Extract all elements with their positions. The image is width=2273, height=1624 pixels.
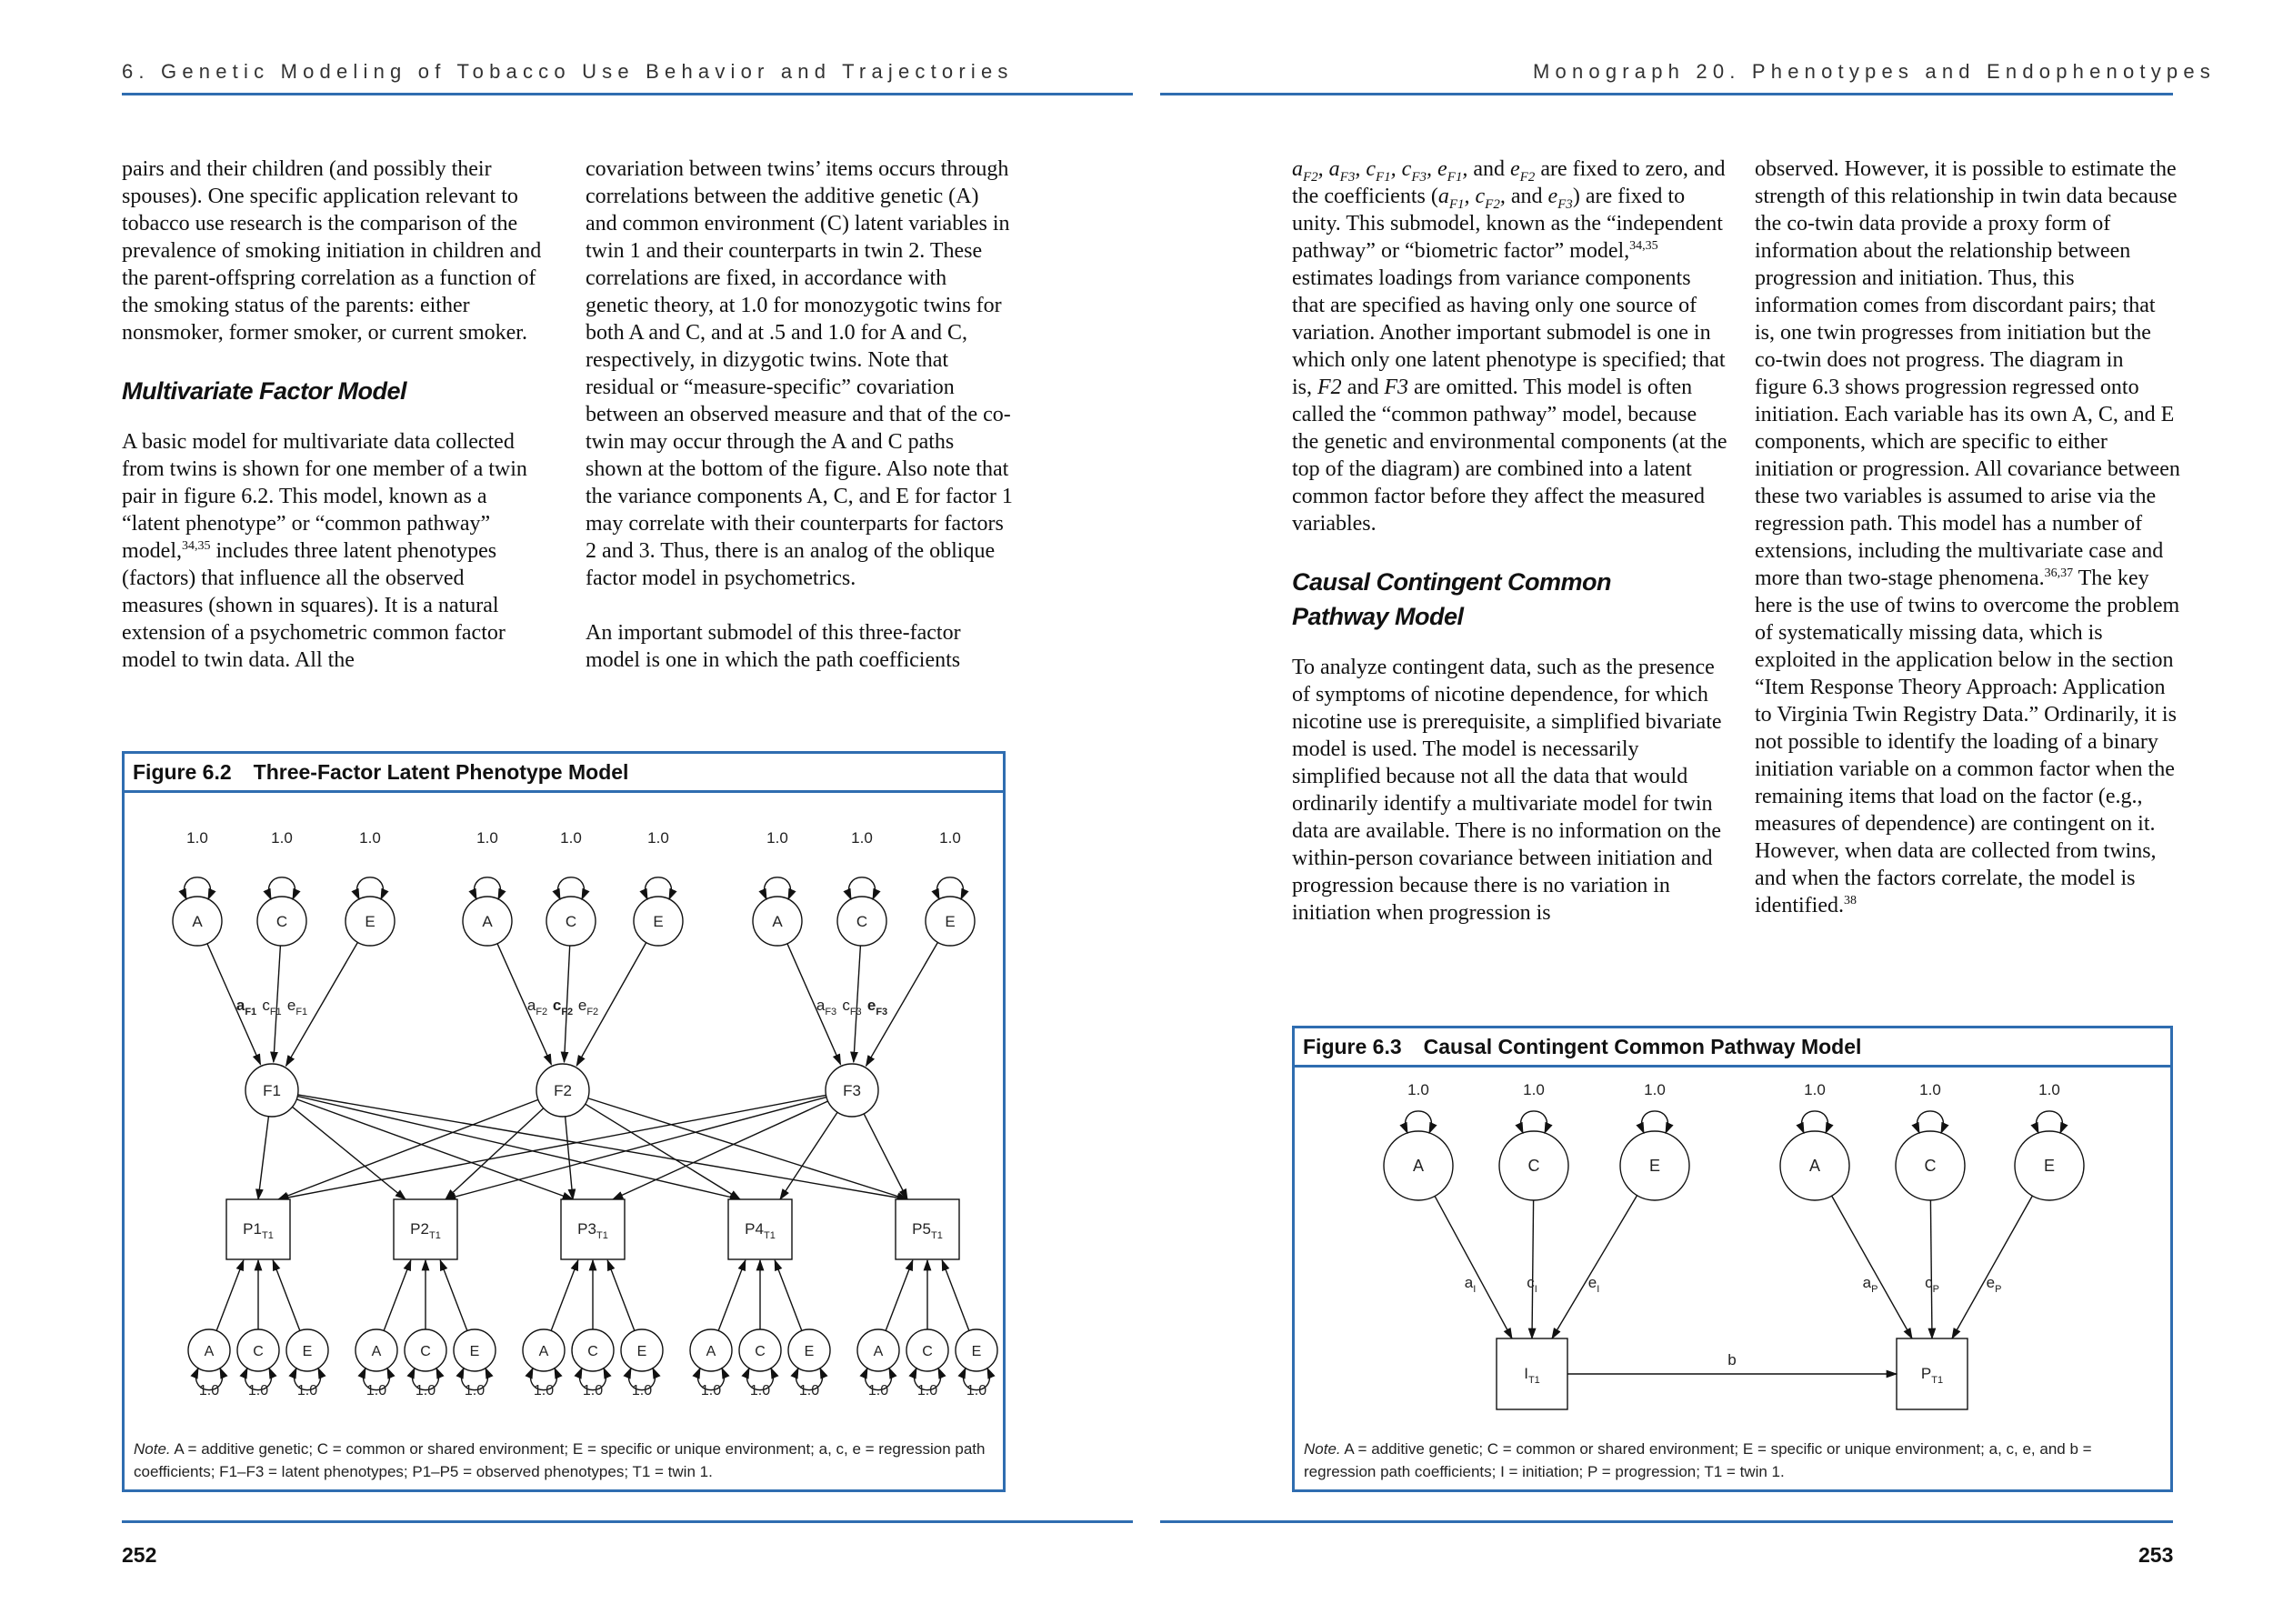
variance-loop [646,877,672,899]
citation: 34,35 [1629,239,1658,253]
running-header-right: Monograph 20. Phenotypes and Endophenotypes [1533,60,2216,83]
node-label: C [856,913,868,930]
regression-path [866,942,938,1066]
residual-path [886,1260,913,1330]
regression-path [207,944,261,1065]
factor-loading-path [864,1114,907,1199]
node-label: A [1412,1157,1425,1175]
figure-note: Note. A = additive genetic; C = common or shared environment; E = specific or unique environment; a, c, e, and b = regression path coefficients; I = initiation; P = progression; T1 = twin 1. [1304,1440,2092,1480]
node-label: A [772,913,783,930]
path-coefficient-label: $a_P$ [1862,1274,1878,1295]
variance-label: 1.0 [533,1383,555,1398]
variance-label: 1.0 [1407,1081,1429,1098]
observed-label: $P3_{T1}$ [577,1220,608,1241]
header-rule-right [1160,93,2173,95]
variance-loop [765,877,791,899]
paragraph: pairs and their children (and possibly their spouses). One specific application relevant to tobacco use research is the comparison of the prevalence of smoking initiation in children and the parent-offspring correlation as a function of the smoking status of the parents: either nonsmoker, former smoker, or current smoker. [122,157,542,345]
page-number-right: 253 [2138,1543,2174,1567]
section-heading: Multivariate Factor Model [122,377,407,405]
progression-box [1897,1338,1968,1409]
regression-path [1930,1200,1932,1338]
node-label: C [565,913,577,930]
variance-label: 1.0 [867,1383,889,1398]
observed-label: $P1_{T1}$ [243,1220,274,1241]
path-coefficient-label: $e_{F1}$ [286,997,308,1018]
factor-loading-path [296,1099,573,1199]
node-label: A [204,1344,215,1359]
regression-path [564,946,569,1062]
node-label: E [653,913,664,930]
node-label: A [192,913,203,930]
path-coefficient-label: $c_{F2}$ [552,997,574,1018]
regression-path [1532,1200,1534,1338]
variance-label: 1.0 [1804,1081,1826,1098]
factor-loading-path [258,1117,268,1199]
figure-6-2-diagram [125,793,1003,1398]
variance-label: 1.0 [296,1383,318,1398]
regression-path [497,944,551,1065]
regression-path [1552,1196,1637,1338]
path-coefficient-label: $c_{F1}$ [262,997,282,1018]
variance-loop [1918,1111,1944,1133]
node-label: E [1648,1157,1661,1175]
regression-path [1435,1196,1512,1338]
variance-loop [1642,1111,1668,1133]
variance-loop [475,877,501,899]
variance-label: 1.0 [1919,1081,1941,1098]
variance-label: 1.0 [476,829,498,847]
residual-path [775,1260,802,1330]
node-label: E [945,913,956,930]
factor-label: F3 [843,1082,861,1099]
variance-loop [1521,1111,1547,1133]
variance-label: 1.0 [631,1383,653,1398]
variance-label: 1.0 [560,829,582,847]
path-coefficient-label: $a_{F3}$ [816,997,837,1018]
variance-loop [357,877,384,899]
section-heading: Causal Contingent Common Pathway Model [1292,568,1611,630]
progression-label: $P_{T1}$ [1920,1365,1944,1386]
right-page-column-1 [1292,155,1728,927]
factor-loading-path [566,1117,573,1199]
node-label: A [482,913,493,930]
path-coefficient-label: $e_{F3}$ [866,997,888,1018]
node-label: E [804,1344,815,1359]
variance-loop [185,877,211,899]
node-label: C [922,1344,933,1359]
node-label: C [420,1344,431,1359]
paragraph: covariation between twins’ items occurs through correlations between the additive genetic (A) and common environment (C) latent variables in twin 1 and their counterparts in twin 2. These correlations are fixed, in accordance with genetic theory, at 1.0 for monozygotic twins for both A and C, and at .5 and 1.0 for A and C, respectively, in dizygotic twins. Note that residual or “measure-specific” covariation between an observed measure and that of the co-twin may occur through the A and C paths shown at the bottom of the figure. Also note that the variance components A, C, and E for factor 1 may correlate with their counterparts for factors 2 and 3. Thus, there is an analog of the oblique factor model in psychometrics. [586,157,1013,590]
node-label: C [755,1344,766,1359]
node-label: A [873,1344,884,1359]
node-label: A [1808,1157,1821,1175]
variance-loop [1406,1111,1432,1133]
variance-label: 1.0 [1523,1081,1545,1098]
node-label: E [971,1344,982,1359]
node-label: E [469,1344,480,1359]
regression-path [576,943,646,1066]
residual-path [607,1260,635,1330]
variance-label: 1.0 [186,829,208,847]
paragraph: An important submodel of this three-factor model is one in which the path coefficients [586,621,961,672]
initiation-box [1497,1338,1567,1409]
node-label: C [1527,1157,1540,1175]
variance-label: 1.0 [851,829,873,847]
variance-label: 1.0 [700,1383,722,1398]
variance-label: 1.0 [749,1383,771,1398]
right-page-column-2 [1755,155,2180,919]
figure-6-2 [122,751,1006,1492]
path-coefficient-label: $e_P$ [1986,1274,2002,1295]
node-label: C [587,1344,598,1359]
variance-label: 1.0 [766,829,788,847]
variance-label: 1.0 [2038,1081,2060,1098]
node-label: C [253,1344,264,1359]
citation: 38 [1843,894,1857,907]
initiation-label: $I_{T1}$ [1524,1365,1540,1386]
path-coefficient-label: $e_I$ [1587,1274,1600,1295]
figure-6-3 [1292,1026,2173,1492]
variance-label: 1.0 [247,1383,269,1398]
footer-rule-right [1160,1520,2173,1523]
figure-title: Figure 6.3 Causal Contingent Common Pathway Model [1295,1028,2170,1068]
variance-label: 1.0 [464,1383,486,1398]
variance-loop [269,877,295,899]
citation: 34,35 [182,539,211,553]
variance-label: 1.0 [939,829,961,847]
residual-path [440,1260,467,1330]
figure-note: Note. A = additive genetic; C = common or shared environment; E = specific or unique environment; a, c, e = regression path coefficients; F1–F3 = latent phenotypes; P1–P5 = observed phenotypes; T1 = twin 1. [134,1440,986,1480]
variance-label: 1.0 [359,829,381,847]
node-label: E [636,1344,647,1359]
factor-loading-path [298,1095,907,1199]
factor-label: F2 [554,1082,572,1099]
observed-label: $P2_{T1}$ [410,1220,441,1241]
variance-label: 1.0 [798,1383,820,1398]
variance-label: 1.0 [966,1383,987,1398]
residual-path [551,1260,578,1330]
path-coefficient-label: $e_{F2}$ [577,997,599,1018]
observed-label: $P4_{T1}$ [745,1220,776,1241]
regression-path [274,946,281,1062]
residual-path [942,1260,969,1330]
variance-label: 1.0 [271,829,293,847]
node-label: C [1924,1157,1937,1175]
running-header-left: 6. Genetic Modeling of Tobacco Use Behavior and Trajectories [122,60,1014,83]
path-coefficient-label: $a_{F1}$ [235,997,257,1018]
variance-loop [937,877,964,899]
residual-path [718,1260,746,1330]
left-page-column-2 [586,155,1013,674]
factor-loading-path [446,1098,826,1199]
regression-path [1832,1196,1912,1338]
residual-path [273,1260,300,1330]
paragraph: To analyze contingent data, such as the presence of symptoms of nicotine dependence, for which nicotine use is prerequisite, a simplified bivariate model is used. The model is necessarily simplified because not all the data that would ordinarily identify a multivariate model for twin data are available. There is no information on the within-person covariance between initiation and progression because there is no variation in initiation when progression is [1292,656,1722,925]
variance-label: 1.0 [1644,1081,1666,1098]
node-label: A [371,1344,382,1359]
variance-label: 1.0 [582,1383,604,1398]
page-number-left: 252 [122,1543,157,1567]
paragraph: observed. However, it is possible to estimate the strength of this relationship in twin data because the co-twin data provide a proxy form of information about the relationship between progression and initiation. Thus, this information comes from discordant pairs; that is, one twin progresses from initiation but the co-twin does not progress. The diagram in figure 6.3 shows progression regressed onto initiation. Each variable has its own A, C, and E components, which are specific to either initiation or progression. All covariance between these two variables is assumed to arise via the regression path. This model has a number of extensions, including the multivariate case and more than two-stage phenomena.$^{36,37}$ The key here is the use of twins to overcome the problem of systematically missing data, which is exploited in the application below in the section “Item Response Theory Approach: Application to Virginia Twin Registry Data.” Ordinarily, it is not possible to identify the loading of a binary initiation variable on a common factor when the remaining items that load on the factor (e.g., measures of dependence) are contingent on it. However, when data are collected from twins, and when the factors correlate, the model is identified.$^{38}$ [1755,157,2180,917]
variance-label: 1.0 [415,1383,436,1398]
variance-label: 1.0 [916,1383,938,1398]
regression-path [787,944,841,1065]
variance-loop [849,877,876,899]
paragraph: A basic model for multivariate data collected from twins is shown for one member of a twin pair in figure 6.2. This model, known as a “latent phenotype” or “common pathway” model,$^{34,35}$ includes three latent phenotypes (factors) that influence all the observed measures (shown in squares). It is a natural extension of a psychometric common factor model to twin data. All the [122,430,527,672]
residual-path [216,1260,244,1330]
node-label: A [706,1344,716,1359]
variance-label: 1.0 [365,1383,387,1398]
factor-loading-path [297,1097,740,1199]
node-label: C [275,913,288,930]
regression-path [1952,1196,2032,1338]
path-coefficient-label: $c_{F3}$ [842,997,862,1018]
variance-loop [1802,1111,1828,1133]
residual-path [384,1260,411,1330]
regression-path [286,942,358,1066]
path-coefficient-label: $c_I$ [1527,1274,1537,1295]
path-coefficient-label: $c_P$ [1925,1274,1939,1295]
footer-rule-left [122,1520,1133,1523]
header-rule-left [122,93,1133,95]
path-coefficient-label: $a_{F2}$ [526,997,548,1018]
node-label: A [538,1344,549,1359]
figure-title: Figure 6.2 Three-Factor Latent Phenotype Model [125,754,1003,793]
variance-loop [2037,1111,2063,1133]
paragraph: $a_{F2}$, $a_{F3}$, $c_{F1}$, $c_{F3}$, $e_{F1}$, and $e_{F2}$ are fixed to zero, and the coefficients ($a_{F1}$, $c_{F2}$, and $e_{F3}$) are fixed to unity. This submodel, known as the “independent pathway” or “biometric factor” model,$^{34,35}$ estimates loadings from variance components that are specified as having only one source of variation. Another important submodel is one in which only one latent phenotype is specified; that is, F2 and F3 are omitted. This model is often called the “common pathway” model, because the genetic and environmental components (at the top of the diagram) are combined into a latent common factor before they affect the measured variables. [1292,157,1727,536]
observed-label: $P5_{T1}$ [912,1220,943,1241]
factor-label: F1 [263,1082,281,1099]
node-label: E [2043,1157,2056,1175]
left-page-column-1 [122,155,545,674]
citation: 36,37 [2044,566,2074,580]
figure-6-3-diagram [1295,1068,2170,1413]
variance-label: 1.0 [198,1383,220,1398]
path-coefficient-label: $a_I$ [1464,1274,1477,1295]
variance-loop [558,877,585,899]
node-label: E [365,913,375,930]
causal-path-label: b [1727,1351,1737,1368]
variance-label: 1.0 [647,829,669,847]
regression-path [854,946,861,1062]
node-label: E [302,1344,313,1359]
